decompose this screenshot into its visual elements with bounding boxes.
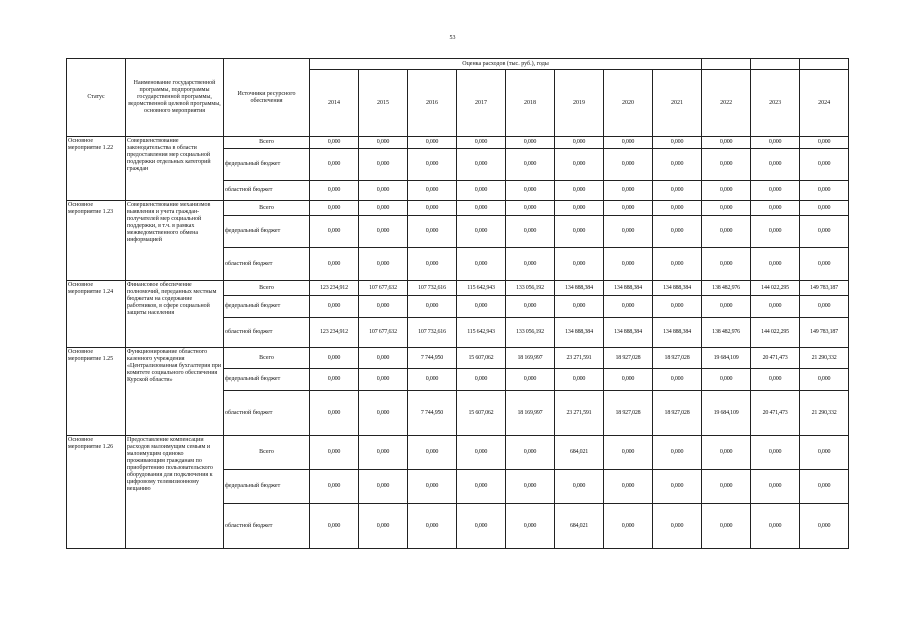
value-cell: 0,000 xyxy=(359,504,408,549)
value-cell: 15 607,062 xyxy=(457,391,506,436)
value-cell: 0,000 xyxy=(702,470,751,504)
value-cell: 0,000 xyxy=(653,504,702,549)
value-cell: 0,000 xyxy=(702,216,751,248)
table-row xyxy=(67,137,849,149)
year-header: 2017 xyxy=(457,70,506,137)
table-row xyxy=(67,348,849,369)
value-cell: 0,000 xyxy=(310,504,359,549)
value-cell: 19 684,109 xyxy=(702,391,751,436)
value-cell: 0,000 xyxy=(702,436,751,470)
value-cell: 0,000 xyxy=(408,248,457,281)
event-name-cell: Совершенствование законодательства в области предоставления мер социальной поддержки отдельных категорий граждан xyxy=(126,137,224,201)
budget-table xyxy=(66,58,849,549)
value-cell: 0,000 xyxy=(506,504,555,549)
source-cell: областной бюджет xyxy=(224,181,310,201)
source-cell: областной бюджет xyxy=(224,248,310,281)
value-cell: 0,000 xyxy=(457,149,506,181)
value-cell: 0,000 xyxy=(310,216,359,248)
value-cell: 0,000 xyxy=(604,137,653,149)
value-cell: 0,000 xyxy=(310,296,359,318)
value-cell: 0,000 xyxy=(653,369,702,391)
value-cell: 0,000 xyxy=(702,181,751,201)
value-cell: 0,000 xyxy=(653,201,702,216)
value-cell: 23 271,591 xyxy=(555,348,604,369)
value-cell: 0,000 xyxy=(457,248,506,281)
value-cell: 0,000 xyxy=(702,504,751,549)
source-cell: федеральный бюджет xyxy=(224,216,310,248)
value-cell: 684,021 xyxy=(555,436,604,470)
value-cell: 0,000 xyxy=(653,436,702,470)
value-cell: 0,000 xyxy=(555,470,604,504)
value-cell: 107 677,632 xyxy=(359,281,408,296)
value-cell: 0,000 xyxy=(506,248,555,281)
value-cell: 0,000 xyxy=(506,369,555,391)
value-cell: 0,000 xyxy=(702,248,751,281)
value-cell: 149 783,187 xyxy=(800,281,849,296)
value-cell: 0,000 xyxy=(555,216,604,248)
header-estimate: Оценка расходов (тыс. руб.), годы xyxy=(310,59,702,70)
source-cell: Всего xyxy=(224,281,310,296)
event-name-cell: Предоставление компенсации расходов малоимущим семьям и малоимущим одиноко проживающим гражданам по приобретению пользовательского оборудования для подключения к цифровому телевизионному вещанию xyxy=(126,436,224,549)
status-cell: Основное мероприятие 1.24 xyxy=(67,281,126,348)
value-cell: 18 927,028 xyxy=(653,348,702,369)
value-cell: 0,000 xyxy=(800,216,849,248)
value-cell: 0,000 xyxy=(359,216,408,248)
value-cell: 0,000 xyxy=(359,137,408,149)
value-cell: 0,000 xyxy=(506,436,555,470)
value-cell: 0,000 xyxy=(604,369,653,391)
value-cell: 0,000 xyxy=(800,201,849,216)
value-cell: 0,000 xyxy=(555,248,604,281)
value-cell: 0,000 xyxy=(800,296,849,318)
value-cell: 0,000 xyxy=(457,216,506,248)
source-cell: федеральный бюджет xyxy=(224,470,310,504)
header-row-top xyxy=(67,59,849,70)
value-cell: 15 607,062 xyxy=(457,348,506,369)
value-cell: 0,000 xyxy=(310,181,359,201)
value-cell: 0,000 xyxy=(359,470,408,504)
value-cell: 134 888,384 xyxy=(555,318,604,348)
value-cell: 115 642,943 xyxy=(457,281,506,296)
value-cell: 0,000 xyxy=(800,470,849,504)
header-blank-cell xyxy=(800,59,849,70)
value-cell: 0,000 xyxy=(555,181,604,201)
source-cell: Всего xyxy=(224,201,310,216)
source-cell: областной бюджет xyxy=(224,504,310,549)
value-cell: 123 234,912 xyxy=(310,318,359,348)
value-cell: 0,000 xyxy=(604,504,653,549)
year-header: 2019 xyxy=(555,70,604,137)
value-cell: 684,021 xyxy=(555,504,604,549)
value-cell: 0,000 xyxy=(408,470,457,504)
year-header: 2023 xyxy=(751,70,800,137)
value-cell: 18 169,997 xyxy=(506,348,555,369)
value-cell: 134 888,384 xyxy=(555,281,604,296)
value-cell: 0,000 xyxy=(702,149,751,181)
value-cell: 0,000 xyxy=(457,201,506,216)
page-number: 53 xyxy=(449,35,456,41)
value-cell: 0,000 xyxy=(751,470,800,504)
value-cell: 0,000 xyxy=(506,296,555,318)
header-blank-cell xyxy=(751,59,800,70)
value-cell: 0,000 xyxy=(653,137,702,149)
value-cell: 144 022,295 xyxy=(751,281,800,296)
year-header: 2021 xyxy=(653,70,702,137)
value-cell: 0,000 xyxy=(800,181,849,201)
value-cell: 20 471,473 xyxy=(751,348,800,369)
value-cell: 0,000 xyxy=(359,296,408,318)
value-cell: 0,000 xyxy=(506,216,555,248)
value-cell: 0,000 xyxy=(604,149,653,181)
value-cell: 0,000 xyxy=(359,149,408,181)
value-cell: 0,000 xyxy=(310,248,359,281)
value-cell: 0,000 xyxy=(751,248,800,281)
value-cell: 0,000 xyxy=(310,137,359,149)
value-cell: 0,000 xyxy=(310,470,359,504)
source-cell: федеральный бюджет xyxy=(224,296,310,318)
value-cell: 0,000 xyxy=(653,470,702,504)
value-cell: 0,000 xyxy=(800,369,849,391)
value-cell: 138 482,976 xyxy=(702,281,751,296)
value-cell: 0,000 xyxy=(653,149,702,181)
value-cell: 0,000 xyxy=(751,369,800,391)
value-cell: 0,000 xyxy=(555,201,604,216)
source-cell: Всего xyxy=(224,436,310,470)
value-cell: 0,000 xyxy=(751,216,800,248)
value-cell: 0,000 xyxy=(457,504,506,549)
status-cell: Основное мероприятие 1.26 xyxy=(67,436,126,549)
value-cell: 0,000 xyxy=(751,296,800,318)
value-cell: 19 684,109 xyxy=(702,348,751,369)
status-cell: Основное мероприятие 1.23 xyxy=(67,201,126,281)
header-sources: Источники ресурсного обеспечения xyxy=(224,59,310,137)
value-cell: 0,000 xyxy=(408,296,457,318)
table-row xyxy=(67,281,849,296)
value-cell: 0,000 xyxy=(408,436,457,470)
value-cell: 0,000 xyxy=(555,296,604,318)
value-cell: 0,000 xyxy=(408,504,457,549)
value-cell: 0,000 xyxy=(457,436,506,470)
value-cell: 0,000 xyxy=(604,216,653,248)
value-cell: 0,000 xyxy=(751,504,800,549)
value-cell: 0,000 xyxy=(800,137,849,149)
value-cell: 18 927,028 xyxy=(604,348,653,369)
year-header: 2018 xyxy=(506,70,555,137)
value-cell: 7 744,950 xyxy=(408,348,457,369)
header-status: Статус xyxy=(67,59,126,137)
value-cell: 0,000 xyxy=(800,248,849,281)
value-cell: 18 927,028 xyxy=(653,391,702,436)
value-cell: 0,000 xyxy=(702,296,751,318)
value-cell: 0,000 xyxy=(408,216,457,248)
value-cell: 134 888,384 xyxy=(604,281,653,296)
value-cell: 144 022,295 xyxy=(751,318,800,348)
value-cell: 0,000 xyxy=(702,369,751,391)
table-row xyxy=(67,436,849,470)
value-cell: 0,000 xyxy=(359,391,408,436)
value-cell: 0,000 xyxy=(751,436,800,470)
value-cell: 134 888,384 xyxy=(653,318,702,348)
value-cell: 0,000 xyxy=(653,296,702,318)
value-cell: 0,000 xyxy=(751,201,800,216)
value-cell: 107 732,616 xyxy=(408,281,457,296)
table-row xyxy=(67,201,849,216)
value-cell: 0,000 xyxy=(359,248,408,281)
year-header: 2014 xyxy=(310,70,359,137)
value-cell: 123 234,912 xyxy=(310,281,359,296)
value-cell: 0,000 xyxy=(800,149,849,181)
value-cell: 107 732,616 xyxy=(408,318,457,348)
value-cell: 0,000 xyxy=(800,504,849,549)
value-cell: 0,000 xyxy=(457,137,506,149)
value-cell: 0,000 xyxy=(751,149,800,181)
value-cell: 0,000 xyxy=(310,436,359,470)
value-cell: 7 744,950 xyxy=(408,391,457,436)
source-cell: Всего xyxy=(224,348,310,369)
value-cell: 0,000 xyxy=(506,137,555,149)
value-cell: 0,000 xyxy=(555,149,604,181)
value-cell: 107 677,632 xyxy=(359,318,408,348)
value-cell: 0,000 xyxy=(506,181,555,201)
value-cell: 0,000 xyxy=(604,436,653,470)
status-cell: Основное мероприятие 1.25 xyxy=(67,348,126,436)
event-name-cell: Совершенствование механизмов выявления и учета граждан-получателей мер социальной поддержки, в т.ч. в рамках межведомственного обмена информацией xyxy=(126,201,224,281)
value-cell: 0,000 xyxy=(359,181,408,201)
status-cell: Основное мероприятие 1.22 xyxy=(67,137,126,201)
value-cell: 20 471,473 xyxy=(751,391,800,436)
source-cell: областной бюджет xyxy=(224,391,310,436)
value-cell: 0,000 xyxy=(506,149,555,181)
value-cell: 23 271,591 xyxy=(555,391,604,436)
value-cell: 134 888,384 xyxy=(653,281,702,296)
value-cell: 0,000 xyxy=(702,201,751,216)
value-cell: 0,000 xyxy=(604,201,653,216)
value-cell: 0,000 xyxy=(457,369,506,391)
header-name: Наименование государственной программы, подпрограммы государственной программы, ведомственной целевой программы, основного мероприятия xyxy=(126,59,224,137)
value-cell: 0,000 xyxy=(359,348,408,369)
value-cell: 18 169,997 xyxy=(506,391,555,436)
source-cell: федеральный бюджет xyxy=(224,149,310,181)
value-cell: 134 888,384 xyxy=(604,318,653,348)
year-header: 2022 xyxy=(702,70,751,137)
year-header: 2016 xyxy=(408,70,457,137)
value-cell: 0,000 xyxy=(506,470,555,504)
value-cell: 0,000 xyxy=(800,436,849,470)
value-cell: 0,000 xyxy=(457,470,506,504)
value-cell: 0,000 xyxy=(408,149,457,181)
value-cell: 0,000 xyxy=(555,369,604,391)
source-cell: федеральный бюджет xyxy=(224,369,310,391)
value-cell: 0,000 xyxy=(408,369,457,391)
value-cell: 133 056,192 xyxy=(506,281,555,296)
value-cell: 149 783,187 xyxy=(800,318,849,348)
value-cell: 0,000 xyxy=(653,216,702,248)
year-header: 2015 xyxy=(359,70,408,137)
value-cell: 0,000 xyxy=(359,201,408,216)
value-cell: 0,000 xyxy=(408,181,457,201)
event-name-cell: Функционирование областного казенного учреждения «Централизованная бухгалтерия при комитете социального обеспечения Курской области» xyxy=(126,348,224,436)
value-cell: 21 290,332 xyxy=(800,391,849,436)
value-cell: 0,000 xyxy=(310,369,359,391)
header-blank-cell xyxy=(702,59,751,70)
value-cell: 0,000 xyxy=(604,181,653,201)
value-cell: 138 482,976 xyxy=(702,318,751,348)
value-cell: 0,000 xyxy=(408,137,457,149)
source-cell: областной бюджет xyxy=(224,318,310,348)
value-cell: 0,000 xyxy=(310,149,359,181)
value-cell: 21 290,332 xyxy=(800,348,849,369)
year-header: 2020 xyxy=(604,70,653,137)
value-cell: 0,000 xyxy=(310,391,359,436)
value-cell: 133 056,192 xyxy=(506,318,555,348)
value-cell: 0,000 xyxy=(359,436,408,470)
value-cell: 0,000 xyxy=(604,296,653,318)
value-cell: 0,000 xyxy=(457,296,506,318)
value-cell: 0,000 xyxy=(310,201,359,216)
value-cell: 0,000 xyxy=(604,248,653,281)
event-name-cell: Финансовое обеспечение полномочий, переданных местным бюджетам на содержание работников, в сфере социальной защиты населения xyxy=(126,281,224,348)
value-cell: 0,000 xyxy=(653,181,702,201)
value-cell: 18 927,028 xyxy=(604,391,653,436)
value-cell: 0,000 xyxy=(702,137,751,149)
value-cell: 115 642,943 xyxy=(457,318,506,348)
value-cell: 0,000 xyxy=(408,201,457,216)
value-cell: 0,000 xyxy=(310,348,359,369)
value-cell: 0,000 xyxy=(751,181,800,201)
value-cell: 0,000 xyxy=(359,369,408,391)
value-cell: 0,000 xyxy=(604,470,653,504)
value-cell: 0,000 xyxy=(751,137,800,149)
value-cell: 0,000 xyxy=(457,181,506,201)
value-cell: 0,000 xyxy=(506,201,555,216)
year-header: 2024 xyxy=(800,70,849,137)
value-cell: 0,000 xyxy=(555,137,604,149)
source-cell: Всего xyxy=(224,137,310,149)
value-cell: 0,000 xyxy=(653,248,702,281)
